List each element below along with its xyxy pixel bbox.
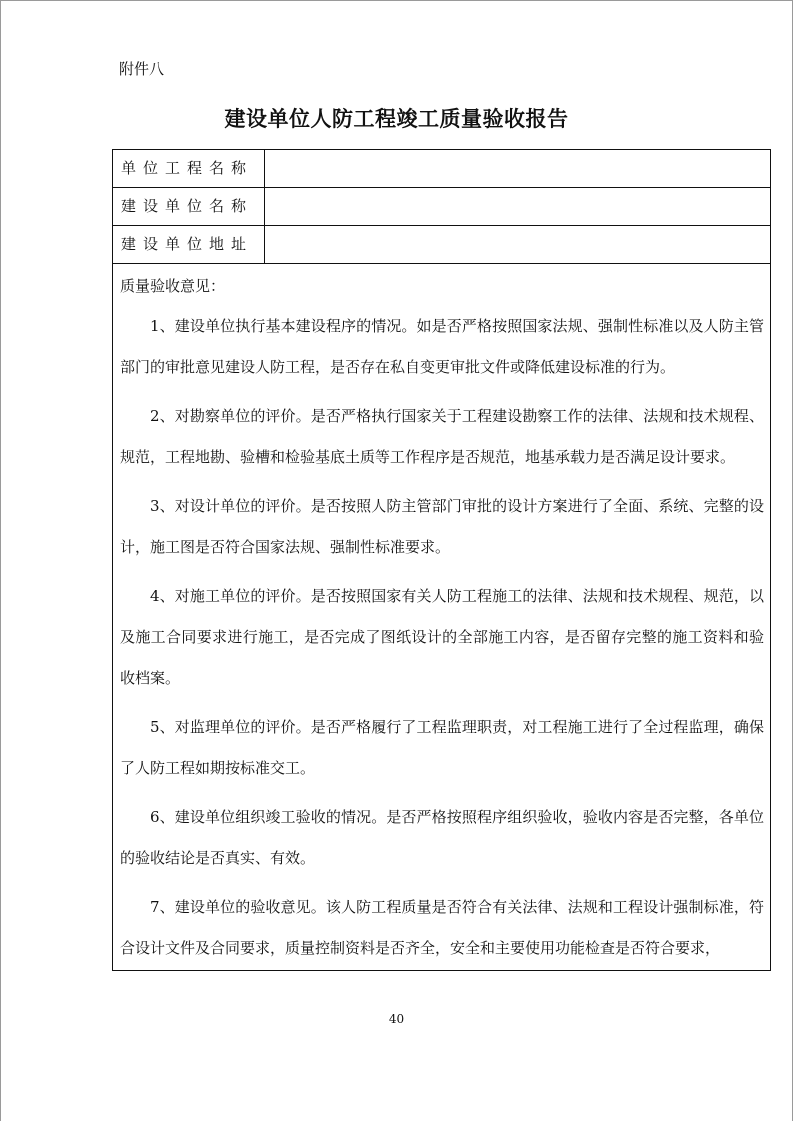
opinion-paragraph-3: 3、对设计单位的评价。是否按照人防主管部门审批的设计方案进行了全面、系统、完整的设计，施工图是否符合国家法规、强制性标准要求。 [120,497,764,556]
field-label-unit-address: 建设单位地址 [113,226,265,263]
opinion-paragraph-6: 6、建设单位组织竣工验收的情况。是否严格按照程序组织验收，验收内容是否完整，各单位的验收结论是否真实、有效。 [120,808,764,867]
document-title: 建设单位人防工程竣工质量验收报告 [224,107,569,131]
opinion-paragraph-7: 7、建设单位的验收意见。该人防工程质量是否符合有关法律、法规和工程设计强制标准，符合设计文件及合同要求，质量控制资料是否齐全，安全和主要使用功能检查是否符合要求， [120,898,764,957]
opinion-heading: 质量验收意见： [120,277,226,295]
form-row-unit-address [113,226,770,264]
opinion-paragraph-1: 1、建设单位执行基本建设程序的情况。如是否严格按照国家法规、强制性标准以及人防主管部门的审批意见建设人防工程，是否存在私自变更审批文件或降低建设标准的行为。 [120,317,764,376]
field-value-unit-name[interactable] [265,188,770,225]
page-number: 40 [388,1012,405,1026]
acceptance-form [112,149,771,971]
field-value-unit-address[interactable] [265,226,770,263]
field-value-project-name[interactable] [265,150,770,187]
field-label-unit-name: 建设单位名称 [113,188,265,225]
form-row-project-name [113,150,770,188]
attachment-label: 附件八 [119,60,165,78]
opinion-paragraph-5: 5、对监理单位的评价。是否严格履行了工程监理职责，对工程施工进行了全过程监理，确保了人防工程如期按标准交工。 [120,718,764,777]
field-label-project-name: 单位工程名称 [113,150,265,187]
opinion-paragraph-4: 4、对施工单位的评价。是否按照国家有关人防工程施工的法律、法规和技术规程、规范，以及施工合同要求进行施工，是否完成了图纸设计的全部施工内容，是否留存完整的施工资料和验收档案。 [120,587,764,687]
opinion-paragraph-2: 2、对勘察单位的评价。是否严格执行国家关于工程建设勘察工作的法律、法规和技术规程、规范，工程地勘、验槽和检验基底土质等工作程序是否规范，地基承载力是否满足设计要求。 [120,407,764,466]
quality-opinion-section [113,264,770,970]
form-row-unit-name [113,188,770,226]
